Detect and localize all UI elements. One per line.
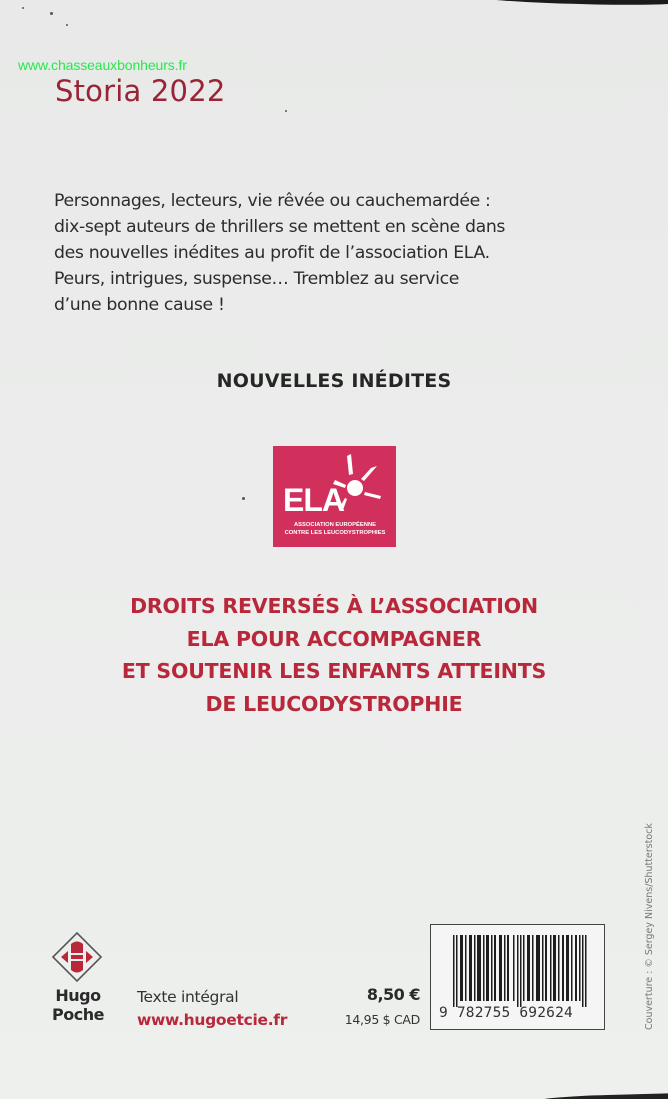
- ela-wordmark: ELA: [283, 482, 344, 518]
- blurb-line: des nouvelles inédites au profit de l’association ELA.: [54, 243, 490, 263]
- publisher-name: Hugo Poche: [52, 986, 104, 1024]
- rights-line: DROITS REVERSÉS À L’ASSOCIATION: [130, 594, 538, 618]
- barcode: [430, 924, 605, 1030]
- speck: [285, 110, 287, 112]
- hugo-poche-logo-icon: [49, 929, 105, 985]
- rights-statement: [0, 590, 668, 720]
- section-heading: NOUVELLES INÉDITES: [216, 370, 452, 392]
- series-title: Storia 2022: [55, 74, 226, 108]
- blurb-line: Personnages, lecteurs, vie rêvée ou cauchemardée :: [54, 191, 491, 211]
- price-cad: 14,95 $ CAD: [344, 1012, 420, 1027]
- cover-credit: Couverture : © Sergey Nivens/Shutterstock: [644, 823, 655, 1030]
- isbn-digits: 9 782755 692624: [439, 1005, 573, 1021]
- watermark-url: www.chasseauxbonheurs.fr: [18, 57, 187, 73]
- publisher-website: www.hugoetcie.fr: [137, 1011, 288, 1029]
- blurb-line: Peurs, intrigues, suspense… Tremblez au service: [54, 269, 460, 289]
- speck: [50, 12, 53, 15]
- photo-edge-shadow: [538, 1093, 668, 1099]
- edition-note: Texte intégral: [137, 988, 239, 1006]
- barcode-bars-icon: [453, 935, 593, 1007]
- speck: [22, 7, 24, 9]
- blurb-paragraph: [54, 188, 654, 318]
- blurb-line: dix-sept auteurs de thrillers se mettent en scène dans: [54, 217, 506, 237]
- rights-line: DE LEUCODYSTROPHIE: [205, 691, 463, 716]
- ela-subtitle: ASSOCIATION EUROPÉENNE: [293, 522, 377, 528]
- rights-line: ELA POUR ACCOMPAGNER: [186, 626, 482, 651]
- speck: [242, 497, 245, 500]
- photo-edge-shadow: [470, 0, 668, 6]
- blurb-line: d’une bonne cause !: [54, 295, 225, 315]
- rights-line: ET SOUTENIR LES ENFANTS ATTEINTS: [121, 659, 547, 683]
- ela-subtitle: CONTRE LES LEUCODYSTROPHIES: [284, 530, 386, 536]
- price-eur: 8,50 €: [366, 985, 420, 1004]
- ela-logo: [273, 446, 396, 547]
- speck: [66, 24, 68, 26]
